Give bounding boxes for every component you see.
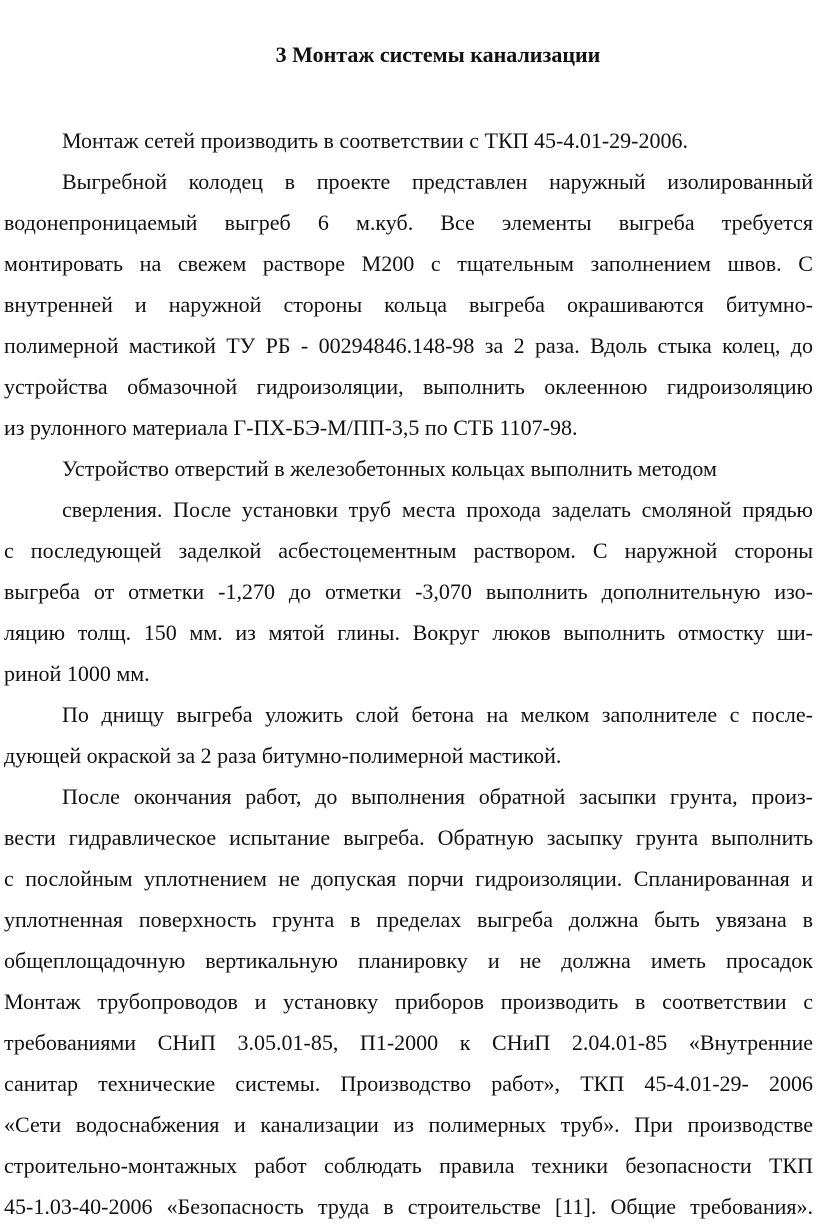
text-line: 45-1.03-40-2006 «Безопасность труда в строительстве [11]. Общие требования».: [4, 1194, 813, 1219]
text-line: выгреба от отметки -1,270 до отметки -3,070 выполнить дополнительную изо-: [4, 579, 813, 604]
text-line: Устройство отверстий в железобетонных кольцах выполнить методом: [62, 456, 717, 481]
text-line: общеплощадочную вертикальную планировку и не должна иметь просадок: [4, 948, 813, 973]
document-body: [4, 120, 813, 1227]
text-line: строительно-монтажных работ соблюдать правила техники безопасности ТКП: [4, 1153, 813, 1178]
text-line: После окончания работ, до выполнения обратной засыпки грунта, произ-: [62, 784, 813, 809]
text-line: из рулонного материала Г-ПХ-БЭ-М/ПП-3,5 по СТБ 1107-98.: [4, 415, 578, 440]
text-line: водонепроницаемый выгреб 6 м.куб. Все элементы выгреба требуется: [4, 210, 813, 235]
text-line: внутренней и наружной стороны кольца выгреба окрашиваются битумно-: [4, 292, 813, 317]
text-line: ляцию толщ. 150 мм. из мятой глины. Вокруг люков выполнить отмостку ши-: [4, 620, 813, 645]
text-line: Монтаж трубопроводов и установку приборов производить в соответствии с: [4, 989, 813, 1014]
text-line: Выгребной колодец в проекте представлен наружный изолированный: [62, 169, 813, 194]
text-line: дующей окраской за 2 раза битумно-полимерной мастикой.: [4, 743, 562, 768]
text-line: риной 1000 мм.: [4, 661, 150, 686]
text-line: полимерной мастикой ТУ РБ - 00294846.148-98 за 2 раза. Вдоль стыка колец, до: [4, 333, 813, 358]
text-line: требованиями СНиП 3.05.01-85, П1-2000 к СНиП 2.04.01-85 «Внутренние: [4, 1030, 813, 1055]
text-line: с послойным уплотнением не допуская порчи гидроизоляции. Спланированная и: [4, 866, 813, 891]
text-line: Монтаж сетей производить в соответствии с ТКП 45-4.01-29-2006.: [62, 128, 688, 153]
text-line: По днищу выгреба уложить слой бетона на мелком заполнителе с после-: [62, 702, 813, 727]
text-line: устройства обмазочной гидроизоляции, выполнить оклеенною гидроизоляцию: [4, 374, 813, 399]
text-line: санитар технические системы. Производство работ», ТКП 45-4.01-29- 2006: [4, 1071, 813, 1096]
text-line: с последующей заделкой асбестоцементным раствором. С наружной стороны: [4, 538, 813, 563]
text-line: сверления. После установки труб места прохода заделать смоляной прядью: [62, 497, 813, 522]
text-line: вести гидравлическое испытание выгреба. Обратную засыпку грунта выполнить: [4, 825, 813, 850]
text-line: монтировать на свежем растворе М200 с тщательным заполнением швов. С: [4, 251, 813, 276]
text-line: уплотненная поверхность грунта в пределах выгреба должна быть увязана в: [4, 907, 813, 932]
page-title: 3 Монтаж системы канализации: [275, 42, 601, 67]
text-line: «Сети водоснабжения и канализации из полимерных труб». При производстве: [4, 1112, 813, 1137]
